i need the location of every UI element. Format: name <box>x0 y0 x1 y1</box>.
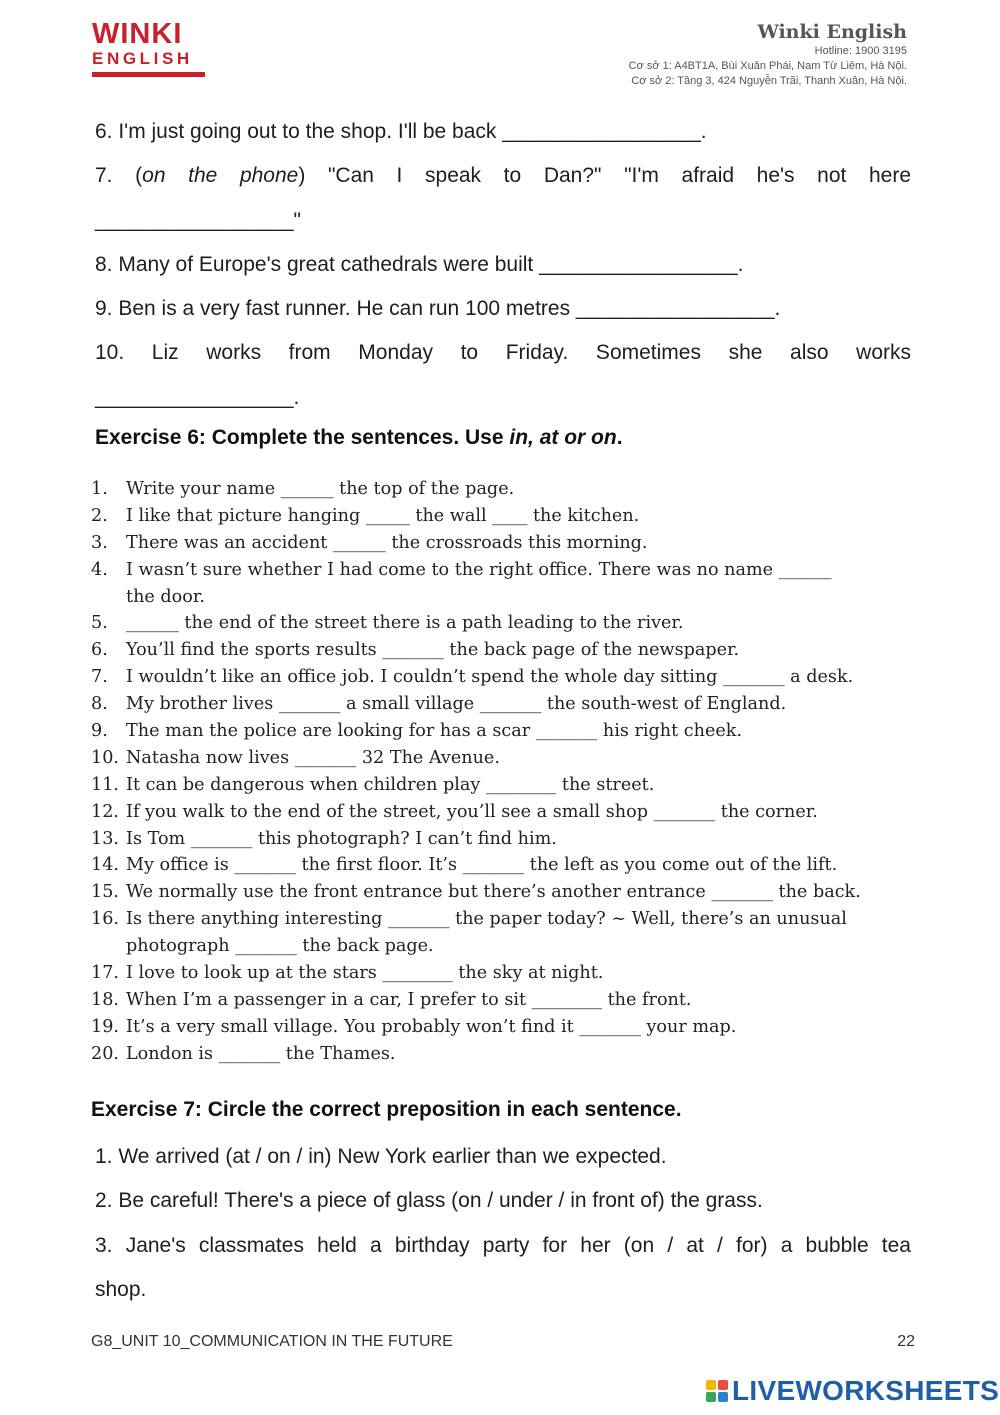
liveworksheets-wordmark: LIVEWORKSHEETS <box>732 1375 1000 1406</box>
item-text: My brother lives _______ a small village _______ the south-west of England. <box>126 694 787 715</box>
item-number: 11. <box>91 774 119 795</box>
item-text: ______ the end of the street there is a path leading to the river. <box>126 613 684 634</box>
list-item <box>91 557 911 584</box>
ex5-s7-italic: on the phone <box>142 164 299 187</box>
address-2: Cơ sở 2: Tầng 3, 424 Nguyễn Trãi, Thanh Xuân, Hà Nội. <box>631 75 907 87</box>
item-text: It can be dangerous when children play ________ the street. <box>126 774 655 795</box>
item-text: the door. <box>126 586 205 607</box>
item-text: I like that picture hanging _____ the wall ____ the kitchen. <box>126 505 640 526</box>
item-text: Is there anything interesting _______ the paper today? ~ Well, there’s an unusual <box>126 909 847 930</box>
item-number: 4. <box>91 559 108 580</box>
logo-word-english: ENGLISH <box>92 49 193 68</box>
list-item <box>91 745 911 772</box>
item-number: 10. <box>91 747 119 768</box>
ex5-sentence-6: 6. I'm just going out to the shop. I'll be back _________________. <box>95 120 707 143</box>
item-text: Write your name ______ the top of the page. <box>126 479 515 499</box>
item-number: 1. <box>91 479 108 499</box>
item-number: 18. <box>91 989 119 1010</box>
item-text: My office is _______ the first floor. It’s _______ the left as you come out of the lift. <box>126 855 838 876</box>
list-item <box>91 799 911 826</box>
list-item <box>91 691 911 718</box>
list-item <box>91 476 911 503</box>
item-text: photograph _______ the back page. <box>126 936 434 957</box>
item-text: If you walk to the end of the street, you’ll see a small shop _______ the corner. <box>126 801 818 822</box>
ex6-title-start: Exercise 6: Complete the sentences. Use <box>95 426 510 449</box>
item-text: There was an accident ______ the crossroads this morning. <box>126 532 648 553</box>
ex7-sentence-1: 1. We arrived (at / on / in) New York earlier than we expected. <box>95 1145 667 1168</box>
item-number: 3. <box>91 532 108 553</box>
item-number: 17. <box>91 963 119 984</box>
exercise-7-title: Exercise 7: Circle the correct preposition in each sentence. <box>91 1098 682 1121</box>
liveworksheets-logo-icon <box>706 1380 728 1402</box>
item-number: 5. <box>91 613 108 634</box>
list-item <box>91 879 911 906</box>
logo-word-winki: WINKI <box>92 18 183 50</box>
item-text: When I’m a passenger in a car, I prefer to sit ________ the front. <box>126 989 692 1010</box>
contact-block <box>629 20 907 89</box>
list-item <box>91 772 911 799</box>
exercise-6-list <box>91 476 911 1068</box>
list-item <box>91 637 911 664</box>
ex7-sentence-3-line2: shop. <box>95 1278 147 1301</box>
item-number: 20. <box>91 1043 119 1064</box>
item-number: 9. <box>91 721 108 742</box>
item-text: I wouldn’t like an office job. I couldn’t spend the whole day sitting _______ a desk. <box>126 667 854 688</box>
exercise-6-title <box>95 426 623 450</box>
item-text: It’s a very small village. You probably won’t find it _______ your map. <box>126 1016 737 1037</box>
item-number: 13. <box>91 828 119 849</box>
item-text: I wasn’t sure whether I had come to the right office. There was no name ______ <box>126 559 832 580</box>
list-item <box>91 826 911 853</box>
list-item <box>91 906 911 933</box>
item-text: We normally use the front entrance but there’s another entrance _______ the back. <box>126 882 861 903</box>
item-number: 16. <box>91 909 119 930</box>
list-item <box>91 960 911 987</box>
item-number: 14. <box>91 855 119 876</box>
item-number: 15. <box>91 882 119 903</box>
ex5-s7-rest: ) "Can I speak to Dan?" "I'm afraid he's not here <box>298 164 912 187</box>
ex6-title-italic: in, at or on <box>509 426 617 449</box>
ex6-title-end: . <box>616 426 623 449</box>
list-item <box>91 987 911 1014</box>
list-item <box>91 718 911 745</box>
liveworksheets-watermark <box>706 1374 1000 1408</box>
ex7-sentence-2: 2. Be careful! There's a piece of glass (on / under / in front of) the grass. <box>95 1189 763 1212</box>
list-item <box>91 503 911 530</box>
item-number: 6. <box>91 640 108 661</box>
ex7-sentence-3: 3. Jane's classmates held a birthday party for her (on / at / for) a bubble tea <box>95 1234 911 1257</box>
ex5-sentence-10-line2: _________________. <box>95 386 300 409</box>
ex5-sentence-9: 9. Ben is a very fast runner. He can run 100 metres _________________. <box>95 297 781 320</box>
ex5-sentence-10: 10. Liz works from Monday to Friday. Sometimes she also works <box>95 341 911 364</box>
list-item <box>91 852 911 879</box>
list-item <box>91 664 911 691</box>
brand-name: Winki English <box>757 21 907 43</box>
list-item <box>91 584 911 611</box>
ex5-s7-start: 7. ( <box>95 164 143 187</box>
item-number: 19. <box>91 1016 119 1037</box>
item-text: I love to look up at the stars ________ the sky at night. <box>126 963 604 984</box>
list-item <box>91 530 911 557</box>
address-1: Cơ sở 1: A4BT1A, Bùi Xuân Phái, Nam Từ Liêm, Hà Nội. <box>628 60 907 72</box>
item-number: 12. <box>91 801 119 822</box>
list-item <box>91 933 911 960</box>
list-item <box>91 1014 911 1041</box>
ex5-sentence-7 <box>95 161 911 191</box>
item-number: 2. <box>91 505 108 526</box>
winki-logo <box>92 20 208 77</box>
ex5-sentence-7-line2: _________________" <box>95 209 302 232</box>
item-number: 7. <box>91 667 108 688</box>
item-text: The man the police are looking for has a scar _______ his right cheek. <box>126 721 743 742</box>
page-number: 22 <box>897 1333 915 1350</box>
list-item <box>91 610 911 637</box>
item-number: 8. <box>91 694 108 715</box>
footer-unit-title: G8_UNIT 10_COMMUNICATION IN THE FUTURE <box>91 1333 453 1350</box>
list-item <box>91 1041 911 1068</box>
hotline: Hotline: 1900 3195 <box>814 45 907 57</box>
item-text: You’ll find the sports results _______ the back page of the newspaper. <box>126 640 740 661</box>
item-text: London is _______ the Thames. <box>126 1043 396 1064</box>
ex5-sentence-8: 8. Many of Europe's great cathedrals were built _________________. <box>95 253 744 276</box>
item-text: Is Tom _______ this photograph? I can’t find him. <box>126 828 557 849</box>
item-text: Natasha now lives _______ 32 The Avenue. <box>126 747 500 768</box>
logo-underline <box>92 72 205 77</box>
